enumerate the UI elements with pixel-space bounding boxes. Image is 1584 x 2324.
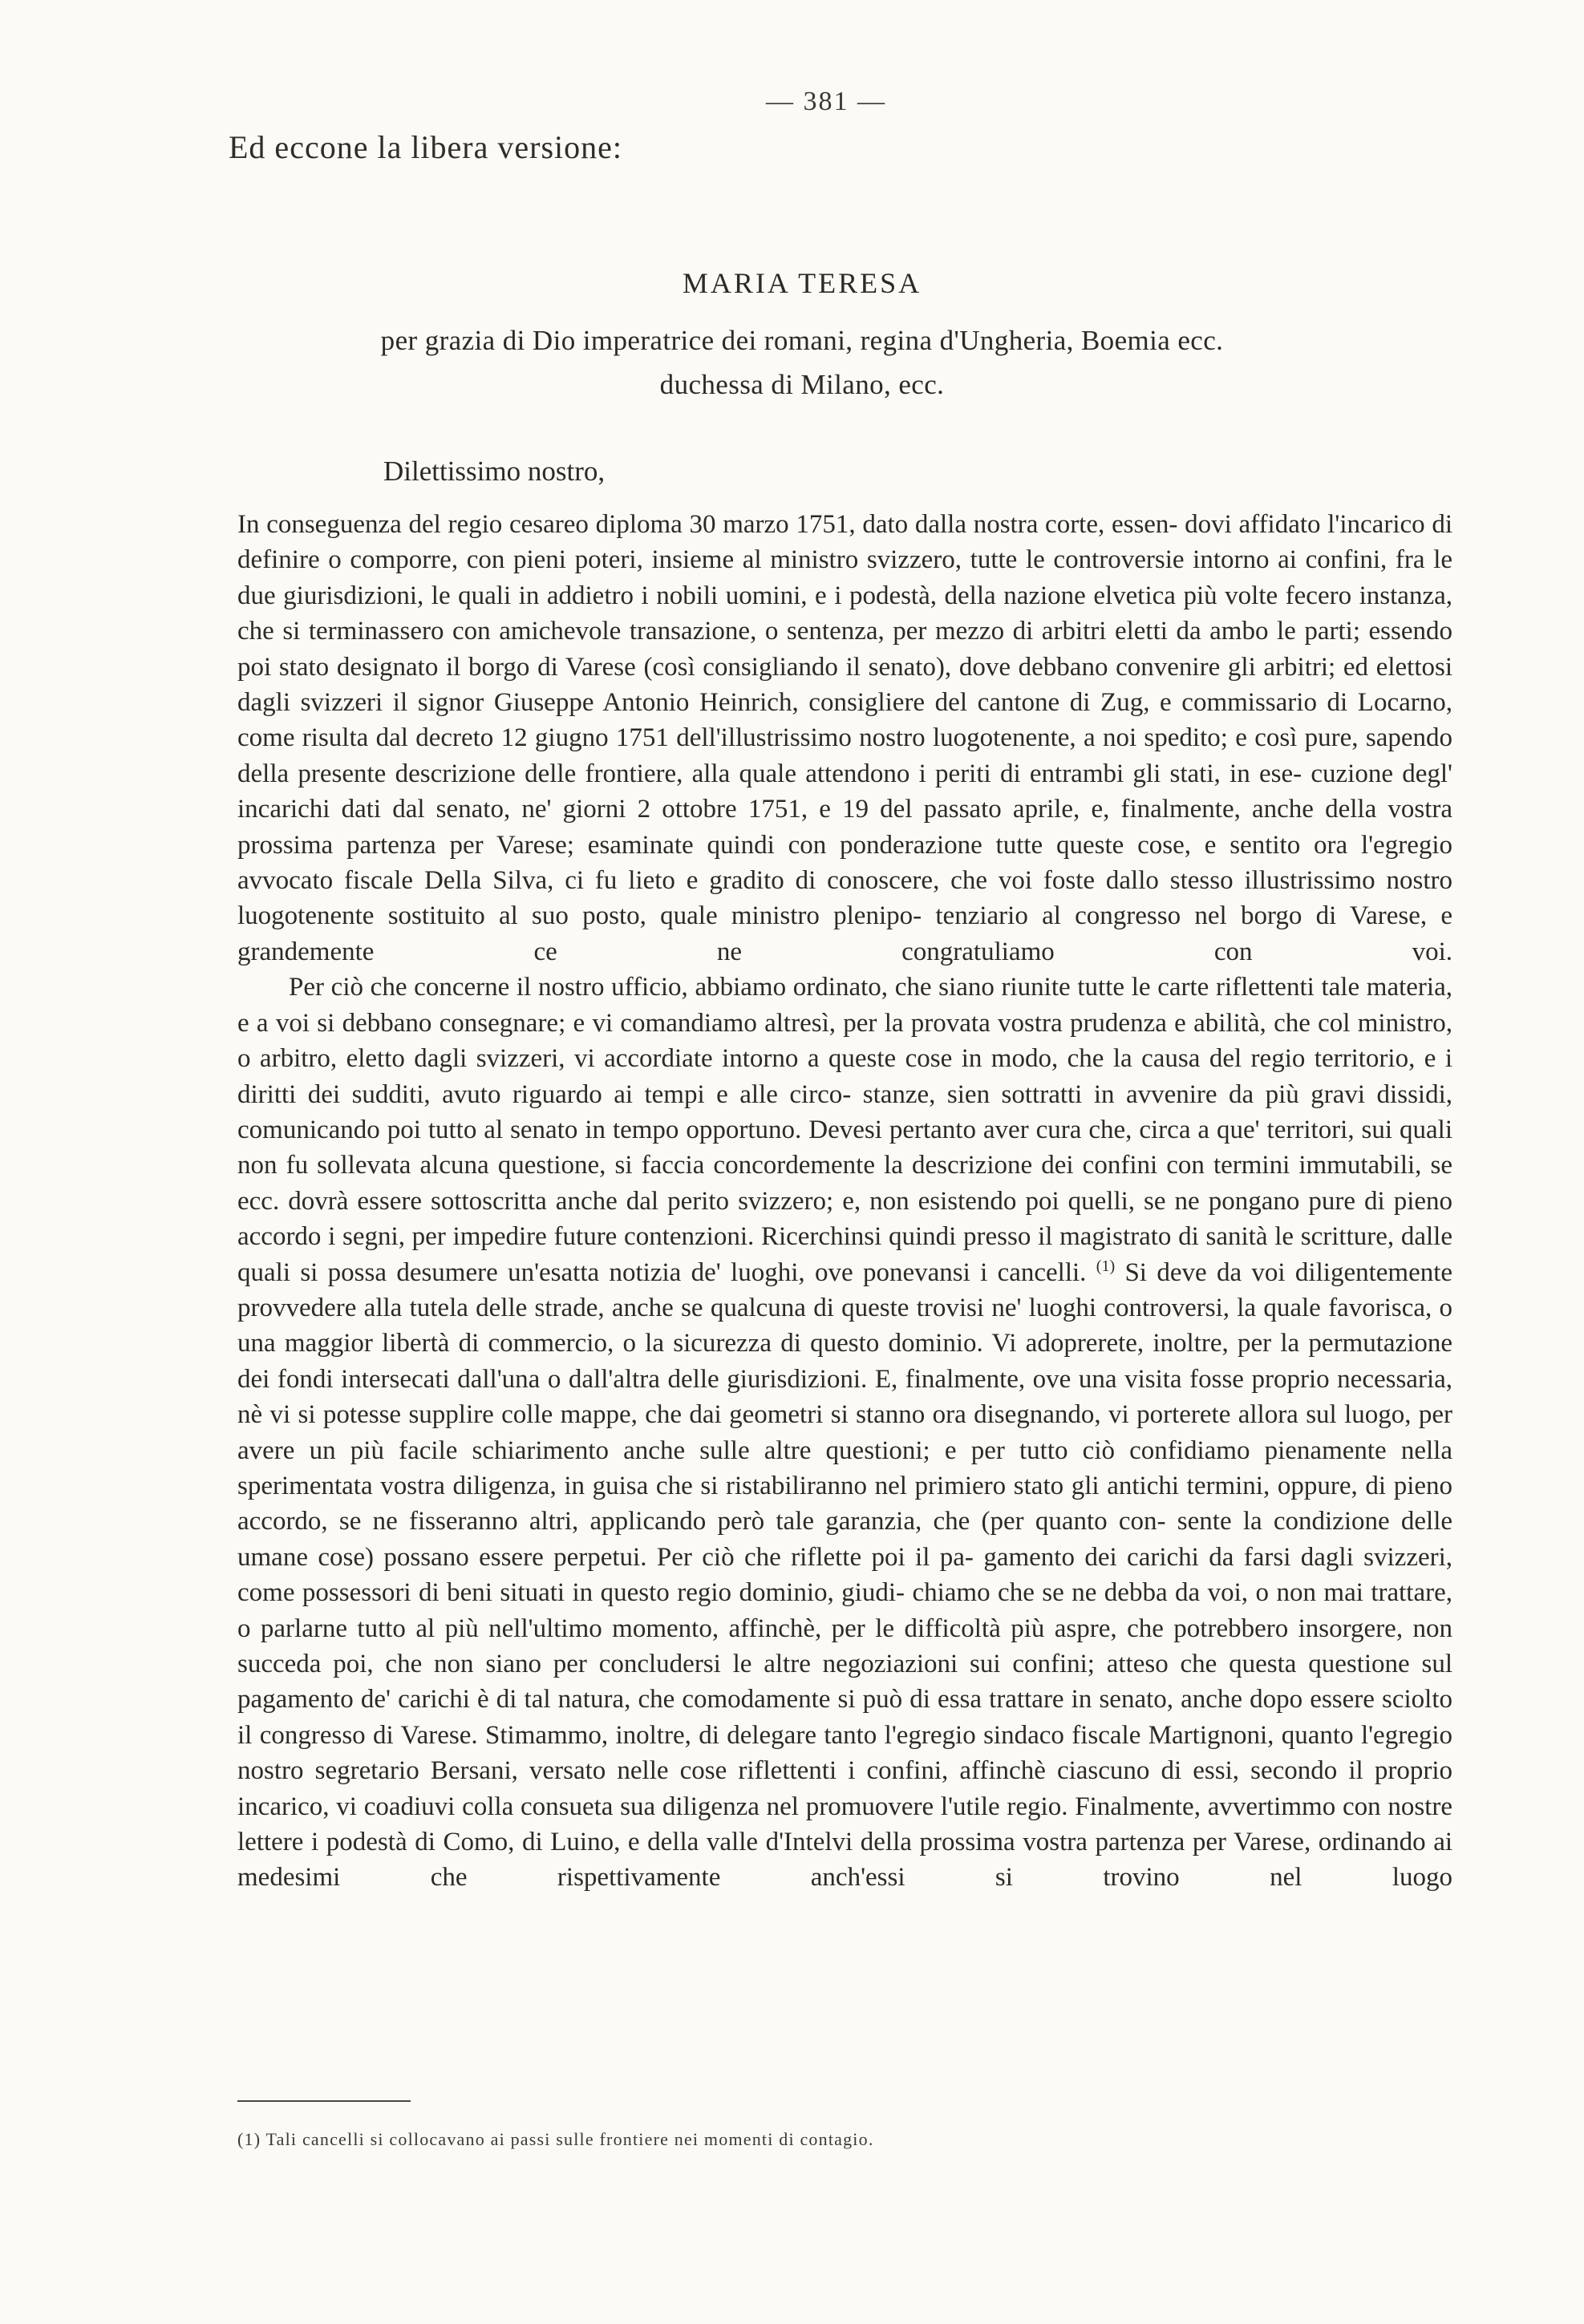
body-line: sperimentata vostra diligenza, in guisa che si ristabiliranno nel primiero stato gli antichi termini, [237, 1471, 1270, 1500]
body-line: tenziario al congresso nel borgo di Varese, e grandemente ce ne congratuliamo con voi. [237, 901, 1453, 966]
body-line: affinchè, per le difficoltà più aspre, che potrebbero insorgere, non succeda poi, che non siano per [237, 1613, 1452, 1678]
body-line: signor Giuseppe Antonio Heinrich, consigliere del cantone di Zug, e commissario di Locarno, come [237, 688, 1452, 753]
footnote-divider [237, 2100, 411, 2102]
body-line: podestà, della nazione elvetica più volte fecero instanza, che si terminassero con amichevole transazione, [237, 581, 1452, 646]
body-line: chiamo che se ne debba da voi, o non mai trattare, o parlarne tutto al più nell'ultimo momento, [237, 1578, 1453, 1643]
body-line: sente la condizione delle umane cose) possano essere perpetui. Per ciò che riflette poi il pa- [237, 1507, 1453, 1572]
body-line: concludersi le altre negoziazioni sui confini; atteso che questa questione sul pagamento de' carichi è di [237, 1650, 1452, 1715]
body-line: ne' luoghi controversi, la quale favorisca, o una maggior libertà di commercio, o la sicurezza di [237, 1293, 1453, 1358]
decree-subheading-line-2: duchessa di Milano, ecc. [659, 369, 945, 400]
body-line: cuzione degl' incarichi dati dal senato, ne' giorni 2 ottobre 1751, e 19 del passato aprile, e, finalmente, [237, 759, 1452, 824]
letter-body [237, 507, 1452, 1896]
body-line: dovi affidato l'incarico di definire o comporre, con pieni poteri, insieme al ministro svizzero, tutte le [237, 510, 1453, 575]
body-line: o sentenza, per mezzo di arbitri eletti da ambo le parti; essendo poi stato designato il borgo di [237, 617, 1452, 682]
body-line: controversie intorno ai confini, fra le due giurisdizioni, le quali in addietro i nobili uomini, e i [237, 545, 1453, 610]
body-line: anche della vostra prossima partenza per Varese; esaminate quindi con ponderazione tutte queste [237, 795, 1453, 860]
body-line: mappe, che dai geometri si stanno ora disegnando, vi porterete allora sul luogo, per avere un [237, 1400, 1452, 1465]
body-line: tal natura, che comodamente si può di essa trattare in senato, anche dopo essere sciolto il congresso [237, 1685, 1453, 1750]
body-line: delle giurisdizioni. E, finalmente, ove una visita fosse proprio necessaria, nè vi si potesse supplire colle [237, 1364, 1453, 1430]
body-line: opportuno. Devesi pertanto aver cura che, circa a que' territori, sui quali non fu sollevata alcuna [237, 1115, 1452, 1180]
body-line: Si [1124, 1257, 1147, 1287]
body-line: proprio incarico, vi coadiuvi colla consueta sua diligenza nel promuovere l'utile regio. Finalmente, [237, 1756, 1452, 1821]
paragraph-1 [237, 507, 1452, 970]
decree-heading: MARIA TERESA [682, 267, 922, 299]
body-line: questo dominio. Vi adoprerete, inoltre, per la permutazione dei fondi intersecati dall'una o dall'altra [237, 1329, 1453, 1394]
body-line: cose, e sentito ora l'egregio avvocato fiscale Della Silva, ci fu lieto e gradito di conoscere, che voi [237, 830, 1453, 896]
body-line: avvertimmo con nostre lettere i podestà di Como, di Luino, e della valle d'Intelvi della prossima [237, 1792, 1452, 1857]
page-number: — 381 — [766, 87, 886, 116]
body-line: foste dallo stesso illustrissimo nostro luogotenente sostituito al suo posto, quale ministro plenipo- [237, 866, 1453, 931]
decree-subheading-line-1: per grazia di Dio imperatrice dei romani, regina d'Ungheria, Boemia ecc. [380, 325, 1224, 356]
body-line: tale materia, e a voi si debbano consegnare; e vi comandiamo altresì, per la provata vostra prudenza [237, 973, 1452, 1038]
body-line: sapendo della presente descrizione delle frontiere, alla quale attendono i periti di entrambi gli stati, in ese- [237, 723, 1452, 788]
body-line: oppure, di pieno accordo, se ne fisseranno altri, applicando però tale garanzia, che (per quanto con- [237, 1471, 1453, 1537]
body-line: modo, che la causa del regio territorio, e i diritti dei sudditi, avuto riguardo ai tempi e alle circo- [237, 1044, 1452, 1109]
paragraph-2 [237, 970, 1452, 1896]
body-line: scritture, dalle quali si possa desumere un'esatta notizia de' luoghi, ove ponevansi i cancelli. [237, 1222, 1453, 1287]
body-line: e abilità, che col ministro, o arbitro, eletto dagli svizzeri, vi accordiate intorno a queste cose in [237, 1008, 1452, 1074]
footnote-text: (1) Tali cancelli si collocavano ai passi sulle frontiere nei momenti di contagio. [237, 2129, 874, 2149]
body-line: deve da voi diligentemente provvedere alla tutela delle strade, anche se qualcuna di queste trovisi [237, 1257, 1453, 1322]
body-line: vostra partenza per Varese, ordinando ai medesimi che rispettivamente anch'essi si trovino nel luogo [237, 1828, 1453, 1893]
body-line: Varese (così consigliando il senato), dove debbano convenire gli arbitri; ed elettosi dagli svizzeri il [237, 652, 1453, 718]
body-line: gamento dei carichi da farsi dagli svizzeri, come possessori di beni situati in questo regio dominio, giudi- [237, 1542, 1453, 1608]
intro-line: Ed eccone la libera versione: [229, 129, 622, 165]
body-line: Per ciò che concerne il nostro ufficio, abbiamo ordinato, che siano riunite tutte le carte riflettenti [289, 973, 1315, 1002]
salutation: Dilettissimo nostro, [383, 455, 606, 487]
body-line: risulta dal decreto 12 giugno 1751 dell'illustrissimo nostro luogotenente, a noi spedito; e così pure, [302, 723, 1359, 753]
body-line: di Varese. Stimammo, inoltre, di delegare tanto l'egregio sindaco fiscale Martignoni, quanto l'egregio [373, 1720, 1453, 1750]
body-line: nostro segretario Bersani, versato nelle cose riflettenti i confini, affinchè ciascuno di essi, secondo il [237, 1756, 1363, 1786]
body-line: essere sottoscritta anche dal perito svizzero; e, non esistendo poi quelli, se ne pongano pure di pieno [357, 1186, 1453, 1216]
footnote-reference[interactable]: (1) [1096, 1257, 1116, 1275]
body-line: più facile schiarimento anche sulle altre questioni; e per tutto ciò confidiamo pienamente nella [350, 1435, 1452, 1465]
body-line: questione, si faccia concordemente la descrizione dei confini con termini immutabili, se ecc. dovrà [237, 1151, 1452, 1216]
body-line: stanze, sien sottratti in avvenire da più gravi dissidi, comunicando poi tutto al senato in tempo [237, 1079, 1452, 1144]
body-line: accordo i segni, per impedire future contenzioni. Ricerchinsi quindi presso il magistrato di sanità le [237, 1222, 1294, 1252]
body-line: In conseguenza del regio cesareo diploma 30 marzo 1751, dato dalla nostra corte, essen- [237, 510, 1178, 539]
